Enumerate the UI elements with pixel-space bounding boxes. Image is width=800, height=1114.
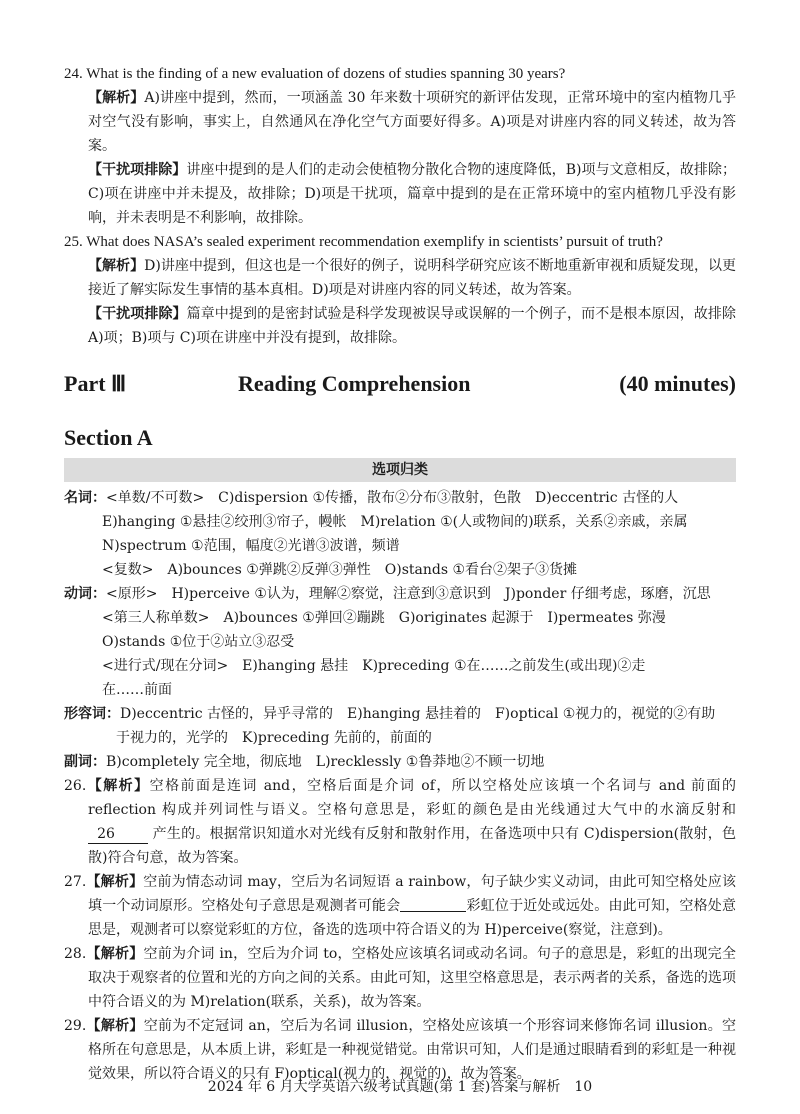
part-label: Part Ⅲ bbox=[64, 371, 127, 396]
question-25 bbox=[64, 230, 736, 350]
analysis-text: 空前为不定冠词 an，空后为名词 illusion，空格处应该填一个形容词来修饰名词 illusion。空格所在句意思是，从本质上讲，彩虹是一种视觉错觉。由常识可知，人们是通过眼睛看到的彩虹是一种视觉效果，所以符合语义的只有 F)optical(视力的，视觉的)，故为答案。 bbox=[88, 1018, 737, 1082]
category-line: 在……前面 bbox=[102, 682, 172, 698]
part-time: (40 minutes) bbox=[619, 371, 736, 396]
category-adverbs bbox=[64, 750, 736, 774]
question-number: 28. bbox=[64, 946, 87, 962]
part-heading bbox=[64, 368, 736, 406]
category-line: O)stands ①位于②站立③忍受 bbox=[102, 634, 295, 650]
distractor-text: 篇章中提到的是密封试验是科学发现被误导或误解的一个例子，而不是根本原因，故排除 A)项；B)项与 C)项在讲座中并没有提到，故排除。 bbox=[88, 306, 737, 346]
analysis-tag: 【解析】 bbox=[88, 90, 145, 106]
question-26 bbox=[64, 774, 736, 870]
category-line: E)hanging ①悬挂②绞刑③帘子，幔帐 M)relation ①(人或物间的)联系，关系②亲戚，亲属 bbox=[102, 514, 688, 530]
category-line: B)completely 完全地，彻底地 L)recklessly ①鲁莽地②不顾一切地 bbox=[106, 754, 545, 770]
analysis-tag: 【解析】 bbox=[86, 946, 144, 962]
category-label: 动词： bbox=[64, 586, 106, 602]
section-title: Section A bbox=[64, 425, 153, 450]
analysis-text: 空前为介词 in，空后为介词 to，空格处应该填名词或动名词。句子的意思是，彩虹的出现完全取决于观察者的位置和光的方向之间的关系。由此可知，这里空格意思是，表示两者的关系，备选的选项中符合语义的为 M)relation(联系，关系)，故为答案。 bbox=[88, 946, 736, 1010]
question-number: 27. bbox=[64, 874, 87, 890]
analysis-text: A)讲座中提到，然而，一项涵盖 30 年来数十项研究的新评估发现，正常环境中的室内植物几乎对空气没有影响，事实上，自然通风在净化空气方面要好得多。A)项是对讲座内容的同义转述，故为答案。 bbox=[88, 90, 737, 154]
analysis-text: 产生的。根据常识知道水对光线有反射和散射作用，在备选项中只有 C)dispersion(散射，色散)符合句意，故为答案。 bbox=[88, 826, 736, 866]
blank-26: 26 bbox=[88, 825, 148, 844]
question-24 bbox=[64, 62, 736, 230]
page-content bbox=[64, 62, 736, 1086]
question-25-analysis bbox=[64, 254, 736, 302]
part-name: Reading Comprehension bbox=[238, 371, 471, 396]
category-line: N)spectrum ①范围，幅度②光谱③波谱，频谱 bbox=[102, 538, 400, 554]
category-line: 于视力的，光学的 K)preceding 先前的，前面的 bbox=[116, 730, 432, 746]
analysis-tag: 【解析】 bbox=[88, 258, 145, 274]
analysis-tag: 【解析】 bbox=[86, 874, 144, 890]
blank-27 bbox=[400, 895, 466, 912]
question-number: 29. bbox=[64, 1018, 87, 1034]
question-25-distractor bbox=[64, 302, 736, 350]
distractor-text: 讲座中提到的是人们的走动会使植物分散化合物的速度降低，B)项与文意相反，故排除；C)项在讲座中并未提及，故排除；D)项是干扰项，篇章中提到的是在正常环境中的室内植物几乎没有影响，并未表明是不利影响，故排除。 bbox=[88, 162, 737, 226]
analysis-text: 空格前面是连词 and，空格后面是介词 of，所以空格处应该填一个名词与 and 前面的 reflection 构成并列词性与语义。空格句意思是，彩虹的颜色是由光线通过大气中的水滴反射和 bbox=[88, 778, 736, 818]
category-line: <进行式/现在分词> E)hanging 悬挂 K)preceding ①在……之前发生(或出现)②走 bbox=[102, 658, 646, 674]
category-line: <原形> H)perceive ①认为，理解②察觉，注意到③意识到 J)ponder 仔细考虑，琢磨，沉思 bbox=[106, 586, 711, 602]
category-verbs bbox=[64, 582, 736, 702]
category-line: <复数> A)bounces ①弹跳②反弹③弹性 O)stands ①看台②架子③货摊 bbox=[102, 562, 578, 578]
category-nouns bbox=[64, 486, 736, 582]
category-line: <单数/不可数> C)dispersion ①传播，散布②分布③散射，色散 D)eccentric 古怪的人 bbox=[106, 490, 679, 506]
distractor-tag: 【干扰项排除】 bbox=[88, 162, 187, 178]
question-25-title: 25. What does NASA’s sealed experiment recommendation exemplify in scientists’ pursuit of truth? bbox=[64, 234, 663, 250]
analysis-text: 彩虹位于近处或远处。由此可知，空格处意思是，观测者可以察觉彩虹的方位，备选的选项中符合语义的为 H)perceive(察觉，注意到)。 bbox=[88, 898, 737, 938]
analysis-tag: 【解析】 bbox=[86, 778, 150, 794]
question-27 bbox=[64, 870, 736, 942]
question-24-analysis bbox=[64, 86, 736, 158]
category-adjectives bbox=[64, 702, 736, 750]
page-footer: 2024 年 6 月大学英语六级考试真题(第 1 套)答案与解析 10 bbox=[207, 1079, 593, 1095]
analysis-text: 空前为情态动词 may，空后为名词短语 a rainbow，句子缺少实义动词，由此可知空格处应该填一个动词原形。空格处句子意思是观测者可能会 bbox=[88, 874, 736, 914]
category-line: D)eccentric 古怪的，异乎寻常的 E)hanging 悬挂着的 F)optical ①视力的，视觉的②有助 bbox=[120, 706, 716, 722]
distractor-tag: 【干扰项排除】 bbox=[88, 306, 187, 322]
options-banner: 选项归类 bbox=[64, 458, 736, 482]
category-label: 形容词： bbox=[64, 706, 120, 722]
analysis-tag: 【解析】 bbox=[86, 1018, 144, 1034]
question-24-distractor bbox=[64, 158, 736, 230]
question-24-title: 24. What is the finding of a new evaluation of dozens of studies spanning 30 years? bbox=[64, 66, 566, 82]
analysis-text: D)讲座中提到，但这也是一个很好的例子，说明科学研究应该不断地重新审视和质疑发现，以更接近了解实际发生事情的基本真相。D)项是对讲座内容的同义转述，故为答案。 bbox=[88, 258, 737, 298]
category-line: <第三人称单数> A)bounces ①弹回②蹦跳 G)originates 起源于 I)permeates 弥漫 bbox=[102, 610, 666, 626]
question-28 bbox=[64, 942, 736, 1014]
question-number: 26. bbox=[64, 778, 87, 794]
category-label: 名词： bbox=[64, 490, 106, 506]
category-label: 副词： bbox=[64, 754, 106, 770]
